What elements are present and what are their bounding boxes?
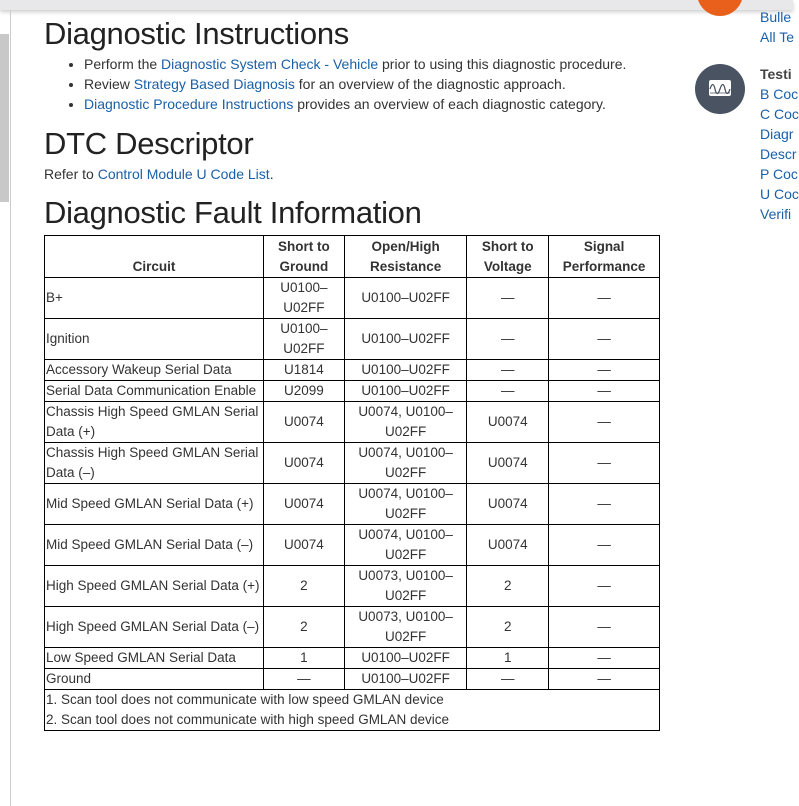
testing-waveform-icon	[695, 64, 745, 114]
diagnostic-system-check-link[interactable]: Diagnostic System Check - Vehicle	[161, 56, 379, 72]
col-circuit: Circuit	[45, 236, 264, 278]
cell-open-high: U0100–U02FF	[344, 648, 467, 669]
cell-open-high: U0074, U0100–U02FF	[344, 402, 467, 443]
col-short-ground: Short to Ground	[264, 236, 345, 278]
cell-open-high: U0073, U0100–U02FF	[344, 566, 467, 607]
notes-cell	[45, 690, 660, 731]
cell-open-high: U0074, U0100–U02FF	[344, 525, 467, 566]
list-item	[84, 94, 626, 114]
text: Perform the	[84, 56, 162, 72]
cell-open-high: U0100–U02FF	[344, 278, 467, 319]
descriptor-text	[44, 166, 274, 182]
sidebar-link[interactable]: B Coc	[760, 86, 799, 102]
cell-short-ground: U0074	[264, 443, 345, 484]
cell-short-voltage: —	[467, 319, 549, 360]
table-row	[45, 525, 660, 566]
col-open-high: Open/High Resistance	[344, 236, 467, 278]
text: for an overview of the diagnostic approach.	[294, 76, 566, 92]
bulletin-icon	[697, 0, 743, 16]
cell-short-ground: 1	[264, 648, 345, 669]
cell-short-ground: U0100–U02FF	[264, 319, 345, 360]
table-row	[45, 402, 660, 443]
cell-short-voltage: 2	[467, 566, 549, 607]
sidebar-link[interactable]: Verifi	[760, 206, 792, 222]
cell-open-high: U0100–U02FF	[344, 381, 467, 402]
cell-short-ground: U0074	[264, 402, 345, 443]
cell-open-high: U0073, U0100–U02FF	[344, 607, 467, 648]
diagnostic-instructions-heading: Diagnostic Instructions	[44, 16, 349, 51]
cell-open-high: U0100–U02FF	[344, 360, 467, 381]
sidebar-top-links	[760, 7, 794, 47]
table-row	[45, 443, 660, 484]
sidebar-link[interactable]: Diagr	[760, 126, 794, 142]
cell-circuit: Low Speed GMLAN Serial Data	[45, 648, 264, 669]
cell-circuit: Ground	[45, 669, 264, 690]
col-short-voltage: Short to Voltage	[467, 236, 549, 278]
cell-signal-performance: —	[549, 525, 660, 566]
cell-short-ground: U0100–U02FF	[264, 278, 345, 319]
cell-signal-performance: —	[549, 484, 660, 525]
text: .	[269, 166, 274, 182]
cell-signal-performance: —	[549, 607, 660, 648]
divider	[10, 10, 11, 806]
text: Review	[84, 76, 134, 92]
sidebar-link[interactable]: Descr	[760, 146, 797, 162]
text: provides an overview of each diagnostic category.	[293, 96, 606, 112]
table-row	[45, 607, 660, 648]
cell-short-voltage: U0074	[467, 443, 549, 484]
cell-short-voltage: —	[467, 278, 549, 319]
cell-short-voltage: —	[467, 360, 549, 381]
cell-circuit: Mid Speed GMLAN Serial Data (+)	[45, 484, 264, 525]
cell-circuit: Chassis High Speed GMLAN Serial Data (–)	[45, 443, 264, 484]
table-row	[45, 566, 660, 607]
notes-row	[45, 690, 660, 731]
cell-short-ground: 2	[264, 607, 345, 648]
cell-signal-performance: —	[549, 402, 660, 443]
sidebar-link[interactable]: U Coc	[760, 186, 799, 202]
cell-signal-performance: —	[549, 443, 660, 484]
sidebar-link[interactable]: All Te	[760, 29, 794, 45]
cell-circuit: Serial Data Communication Enable	[45, 381, 264, 402]
cell-signal-performance: —	[549, 360, 660, 381]
cell-open-high: U0100–U02FF	[344, 669, 467, 690]
fault-table	[44, 235, 660, 731]
control-module-u-code-list-link[interactable]: Control Module U Code List	[97, 166, 270, 182]
table-row	[45, 278, 660, 319]
testing-title: Testi	[760, 66, 792, 82]
cell-short-voltage: U0074	[467, 484, 549, 525]
scrollbar[interactable]	[0, 34, 9, 202]
cell-short-ground: U2099	[264, 381, 345, 402]
sidebar-testing	[760, 64, 799, 224]
cell-circuit: B+	[45, 278, 264, 319]
table-row	[45, 669, 660, 690]
cell-signal-performance: —	[549, 278, 660, 319]
cell-open-high: U0100–U02FF	[344, 319, 467, 360]
cell-short-voltage: 2	[467, 607, 549, 648]
cell-short-voltage: U0074	[467, 525, 549, 566]
cell-short-voltage: 1	[467, 648, 549, 669]
strategy-based-diagnosis-link[interactable]: Strategy Based Diagnosis	[133, 76, 295, 92]
sidebar-link[interactable]: P Coc	[760, 166, 798, 182]
cell-signal-performance: —	[549, 319, 660, 360]
text: prior to using this diagnostic procedure.	[378, 56, 627, 72]
cell-circuit: Chassis High Speed GMLAN Serial Data (+)	[45, 402, 264, 443]
list-item	[84, 54, 626, 74]
instructions-list	[44, 54, 626, 114]
table-row	[45, 484, 660, 525]
diagnostic-procedure-instructions-link[interactable]: Diagnostic Procedure Instructions	[84, 96, 294, 112]
table-row	[45, 360, 660, 381]
text: Refer to	[44, 166, 98, 182]
note: 2. Scan tool does not communicate with high speed GMLAN device	[46, 712, 449, 727]
cell-short-ground: 2	[264, 566, 345, 607]
list-item	[84, 74, 626, 94]
cell-short-ground: U1814	[264, 360, 345, 381]
table-row	[45, 648, 660, 669]
cell-short-voltage: U0074	[467, 402, 549, 443]
table-row	[45, 381, 660, 402]
sidebar-link[interactable]: C Coc	[760, 106, 799, 122]
fault-information-heading: Diagnostic Fault Information	[44, 195, 422, 230]
cell-signal-performance: —	[549, 648, 660, 669]
cell-short-ground: U0074	[264, 484, 345, 525]
col-signal-performance: Signal Performance	[549, 236, 660, 278]
cell-circuit: High Speed GMLAN Serial Data (+)	[45, 566, 264, 607]
top-bar	[0, 0, 793, 10]
cell-circuit: Ignition	[45, 319, 264, 360]
dtc-descriptor-heading: DTC Descriptor	[44, 126, 254, 161]
cell-signal-performance: —	[549, 669, 660, 690]
sidebar-link[interactable]: Bulle	[760, 9, 792, 25]
table-row	[45, 319, 660, 360]
cell-circuit: Mid Speed GMLAN Serial Data (–)	[45, 525, 264, 566]
cell-signal-performance: —	[549, 381, 660, 402]
cell-short-voltage: —	[467, 669, 549, 690]
cell-short-voltage: —	[467, 381, 549, 402]
cell-signal-performance: —	[549, 566, 660, 607]
cell-circuit: Accessory Wakeup Serial Data	[45, 360, 264, 381]
note: 1. Scan tool does not communicate with low speed GMLAN device	[46, 692, 444, 707]
cell-circuit: High Speed GMLAN Serial Data (–)	[45, 607, 264, 648]
table-header-row	[45, 236, 660, 278]
cell-short-ground: —	[264, 669, 345, 690]
cell-open-high: U0074, U0100–U02FF	[344, 443, 467, 484]
cell-short-ground: U0074	[264, 525, 345, 566]
cell-open-high: U0074, U0100–U02FF	[344, 484, 467, 525]
